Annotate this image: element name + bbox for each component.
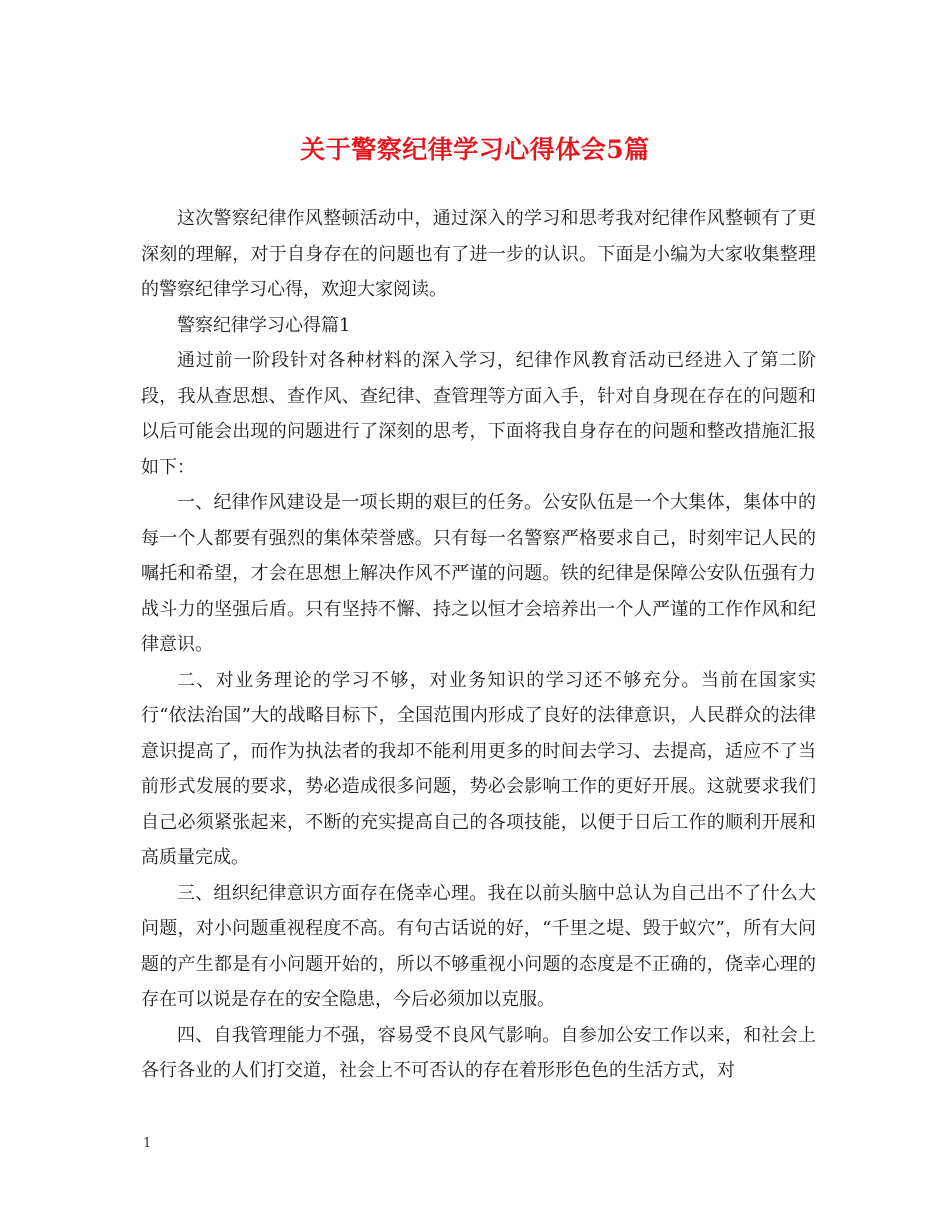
section-heading: 警察纪律学习心得篇1 <box>177 314 351 336</box>
intro-paragraph: 这次警察纪律作风整顿活动中，通过深入的学习和思考我对纪律作风整顿有了更深刻的理解，对于自身存在的问题也有了进一步的认识。下面是小编为大家收集整理的警察纪律学习心得，欢迎大家阅读。 <box>141 208 816 300</box>
body-paragraph: 一、纪律作风建设是一项长期的艰巨的任务。公安队伍是一个大集体，集体中的每一个人都要有强烈的集体荣誉感。只有每一名警察严格要求自己，时刻牢记人民的嘱托和希望，才会在思想上解决作风不严谨的问题。铁的纪律是保障公安队伍强有力战斗力的坚强后盾。只有坚持不懈、持之以恒才会培养出一个人严谨的工作作风和纪律意识。 <box>141 492 816 655</box>
body-paragraph: 通过前一阶段针对各种材料的深入学习，纪律作风教育活动已经进入了第二阶段，我从查思想、查作风、查纪律、查管理等方面入手，针对自身现在存在的问题和以后可能会出现的问题进行了深刻的思考，下面将我自身存在的问题和整改措施汇报如下： <box>141 350 816 478</box>
document-body <box>141 201 816 1089</box>
body-paragraph: 二、对业务理论的学习不够，对业务知识的学习还不够充分。当前在国家实行“依法治国”大的战略目标下，全国范围内形成了良好的法律意识，人民群众的法律意识提高了，而作为执法者的我却不能利用更多的时间去学习、去提高，适应不了当前形式发展的要求，势必造成很多问题，势必会影响工作的更好开展。这就要求我们自己必须紧张起来，不断的充实提高自己的各项技能，以便于日后工作的顺利开展和高质量完成。 <box>141 669 816 868</box>
body-paragraph: 四、自我管理能力不强，容易受不良风气影响。自参加公安工作以来，和社会上各行各业的人们打交道，社会上不可否认的存在着形形色色的生活方式，对 <box>141 1024 816 1081</box>
document-title: 关于警察纪律学习心得体会5篇 <box>300 135 650 164</box>
page-number: 1 <box>143 1136 152 1151</box>
body-paragraph: 三、组织纪律意识方面存在侥幸心理。我在以前头脑中总认为自己出不了什么大问题，对小问题重视程度不高。有句古话说的好，“千里之堤、毁于蚁穴”，所有大问题的产生都是有小问题开始的，所以不够重视小问题的态度是不正确的，侥幸心理的存在可以说是存在的安全隐患，今后必须加以克服。 <box>141 882 816 1010</box>
